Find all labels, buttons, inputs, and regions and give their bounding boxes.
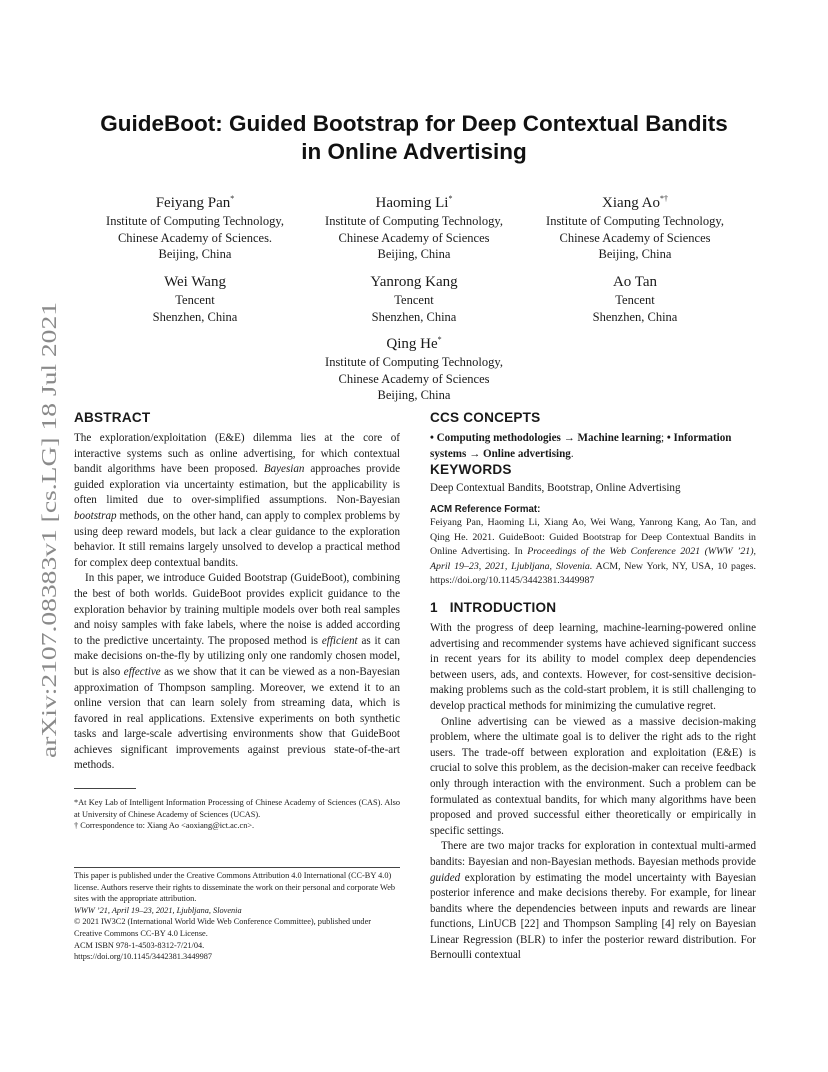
- author-block: [530, 193, 740, 263]
- author-name: Xiang Ao: [602, 195, 660, 211]
- author-location: Beijing, China: [377, 247, 451, 261]
- author-location: Beijing, China: [158, 247, 232, 261]
- license-block: [74, 870, 400, 963]
- author-affiliation: Institute of Computing Technology,: [325, 214, 503, 228]
- intro-paragraph: Online advertising can be viewed as a massive decision-making problem, where the ultimate goal is to deliver the right ads to the right users. The trade-off between exploration and exploitation (E&E) is crucial to solve this problem, as the decision-maker can receive feedback only through interaction with the environment. Such a problem can be formulated as contextual bandits, for which many algorithms have been proposed and proved successful either theoretically or empirically in specific settings.: [430, 715, 756, 837]
- keywords-text: Deep Contextual Bandits, Bootstrap, Online Advertising: [430, 482, 681, 494]
- author-mark: *†: [659, 194, 668, 203]
- author-affiliation: Chinese Academy of Sciences: [338, 230, 490, 245]
- abstract-paragraph: The exploration/exploitation (E&E) dilemma lies at the core of interactive systems such as online advertising, for which contextual bandit algorithms have been proposed. Bayesian approaches provide guided exploration via uncertainty estimation, but the applicability is often limited due to over-simplified assumptions. Non-Bayesian bootstrap methods, on the other hand, can apply to complex problems by using deep reward models, but lack a clear guidance to the exploration behavior. It still remains largely unsolved to develop a practical method for complex deep contextual bandits.: [74, 432, 400, 569]
- author-affiliation: Chinese Academy of Sciences: [338, 371, 490, 386]
- author-affiliation: Institute of Computing Technology,: [106, 214, 284, 228]
- author-affiliation: Institute of Computing Technology,: [325, 355, 503, 369]
- author-affiliation: Institute of Computing Technology,: [546, 214, 724, 228]
- keywords-heading: KEYWORDS: [430, 462, 512, 477]
- arxiv-stamp: [12, 300, 72, 760]
- footnote-rule: [74, 788, 136, 789]
- footnote: *At Key Lab of Intelligent Information Processing of Chinese Academy of Sciences (CAS). Also at University of Chinese Academy of Sciences (UCAS).: [74, 798, 400, 819]
- author-name: Qing He: [386, 336, 438, 352]
- conference-line: WWW ’21, April 19–23, 2021, Ljubljana, Slovenia: [74, 905, 242, 915]
- title-line-1: GuideBoot: Guided Bootstrap for Deep Contextual Bandits: [100, 111, 728, 136]
- intro-paragraph: There are two major tracks for exploration in contextual multi-armed bandits: Bayesian and non-Bayesian methods. Bayesian methods provide guided exploration by estimating the model uncertainty with Bayesian posterior inference and make decisions thereby. For example, for linear bandits where the dependencies between inputs and rewards are linear functions, LinUCB [22] and Thompson Sampling [4] rely on Bayesian Linear Regression (BLR) to infer the posterior reward distribution. For Bernoulli contextual: [430, 840, 756, 962]
- author-location: Shenzhen, China: [592, 309, 678, 324]
- author-block: [309, 334, 519, 404]
- intro-body: [430, 621, 756, 964]
- author-affiliation: Tencent: [615, 293, 655, 307]
- author-location: Shenzhen, China: [152, 309, 238, 324]
- paper-title: [60, 110, 768, 166]
- abstract-paragraph: In this paper, we introduce Guided Bootstrap (GuideBoot), combining the best of both worlds. GuideBoot provides explicit guidance to the exploration behavior by training multiple models over both real samples and noisy samples with fake labels, where the noise is added according to the predictive uncertainty. The proposed method is efficient as it can make decisions on-the-fly by utilizing only one randomly chosen model, but is also effective as we show that it can be viewed as a non-Bayesian approximation of Thompson sampling. Moreover, we extend it to an online version that can learn solely from streaming data, which is favored in real applications. Extensive experiments on both synthetic tasks and large-scale advertising environments show that GuideBoot achieves significant improvements against previous state-of-the-art methods.: [74, 572, 400, 772]
- author-affiliation: Tencent: [175, 293, 215, 307]
- author-affiliation: Chinese Academy of Sciences.: [117, 230, 273, 245]
- intro-paragraph: With the progress of deep learning, machine-learning-powered online advertising and recommender systems have achieved significant success in recent years for its ability to model complex deep dependencies between users, ads, and contexts. However, for cost-sensitive decision-making problems such as the cold-start problem, it is still challenging to develop practical methods for minimizing the cumulative regret.: [430, 622, 756, 712]
- license-text: This paper is published under the Creative Commons Attribution 4.0 International (CC-BY 4.0) license. Authors reserve their rights to disseminate the work on their personal and corporate Web sites with the appropriate attribution.: [74, 871, 396, 904]
- arxiv-stamp-text: arXiv:2107.08383v1 [cs.LG] 18 Jul 2021: [37, 402, 61, 758]
- title-line-2: in Online Advertising: [301, 139, 527, 164]
- doi-line: https://doi.org/10.1145/3442381.3449987: [74, 952, 213, 962]
- abstract-heading: ABSTRACT: [74, 410, 151, 425]
- intro-heading: 1 INTRODUCTION: [430, 600, 557, 615]
- isbn-line: ACM ISBN 978-1-4503-8312-7/21/04.: [74, 940, 205, 950]
- footnotes: [74, 797, 400, 832]
- ccs-heading: CCS CONCEPTS: [430, 410, 541, 425]
- author-mark: *: [230, 194, 235, 203]
- author-affiliation: Tencent: [394, 293, 434, 307]
- author-location: Beijing, China: [598, 247, 672, 261]
- author-affiliation: Chinese Academy of Sciences: [559, 230, 711, 245]
- author-block: [90, 272, 300, 325]
- footnote: † Correspondence to: Xiang Ao <aoxiang@ict.ac.cn>.: [74, 821, 255, 831]
- ccs-concepts: • Computing methodologies → Machine learning; • Information systems → Online advertising.: [430, 432, 732, 460]
- author-block: [530, 272, 740, 325]
- author-name: Feiyang Pan: [155, 195, 231, 211]
- author-location: Beijing, China: [377, 388, 451, 402]
- author-name: Wei Wang: [164, 274, 226, 290]
- author-name: Haoming Li: [375, 195, 449, 211]
- author-location: Shenzhen, China: [371, 309, 457, 324]
- author-block: [90, 193, 300, 263]
- acm-ref-heading: ACM Reference Format:: [430, 504, 541, 515]
- acm-ref-body: Feiyang Pan, Haoming Li, Xiang Ao, Wei Wang, Yanrong Kang, Ao Tan, and Qing He. 2021. GuideBoot: Guided Bootstrap for Deep Contextual Bandits in Online Advertising. In Proceedings of the Web Conference 2021 (WWW ’21), April 19–23, 2021, Ljubljana, Slovenia. ACM, New York, NY, USA, 10 pages. https://doi.org/10.1145/3442381.3449987: [430, 517, 757, 587]
- abstract-body: [74, 431, 400, 774]
- author-mark: *: [448, 194, 453, 203]
- author-block: [309, 272, 519, 325]
- author-block: [309, 193, 519, 263]
- author-mark: *: [437, 335, 442, 344]
- author-name: Yanrong Kang: [370, 274, 458, 290]
- license-rule: [74, 867, 400, 868]
- copyright-line: © 2021 IW3C2 (International World Wide Web Conference Committee), published under Creative Commons CC-BY 4.0 License.: [74, 917, 372, 938]
- author-name: Ao Tan: [612, 274, 658, 290]
